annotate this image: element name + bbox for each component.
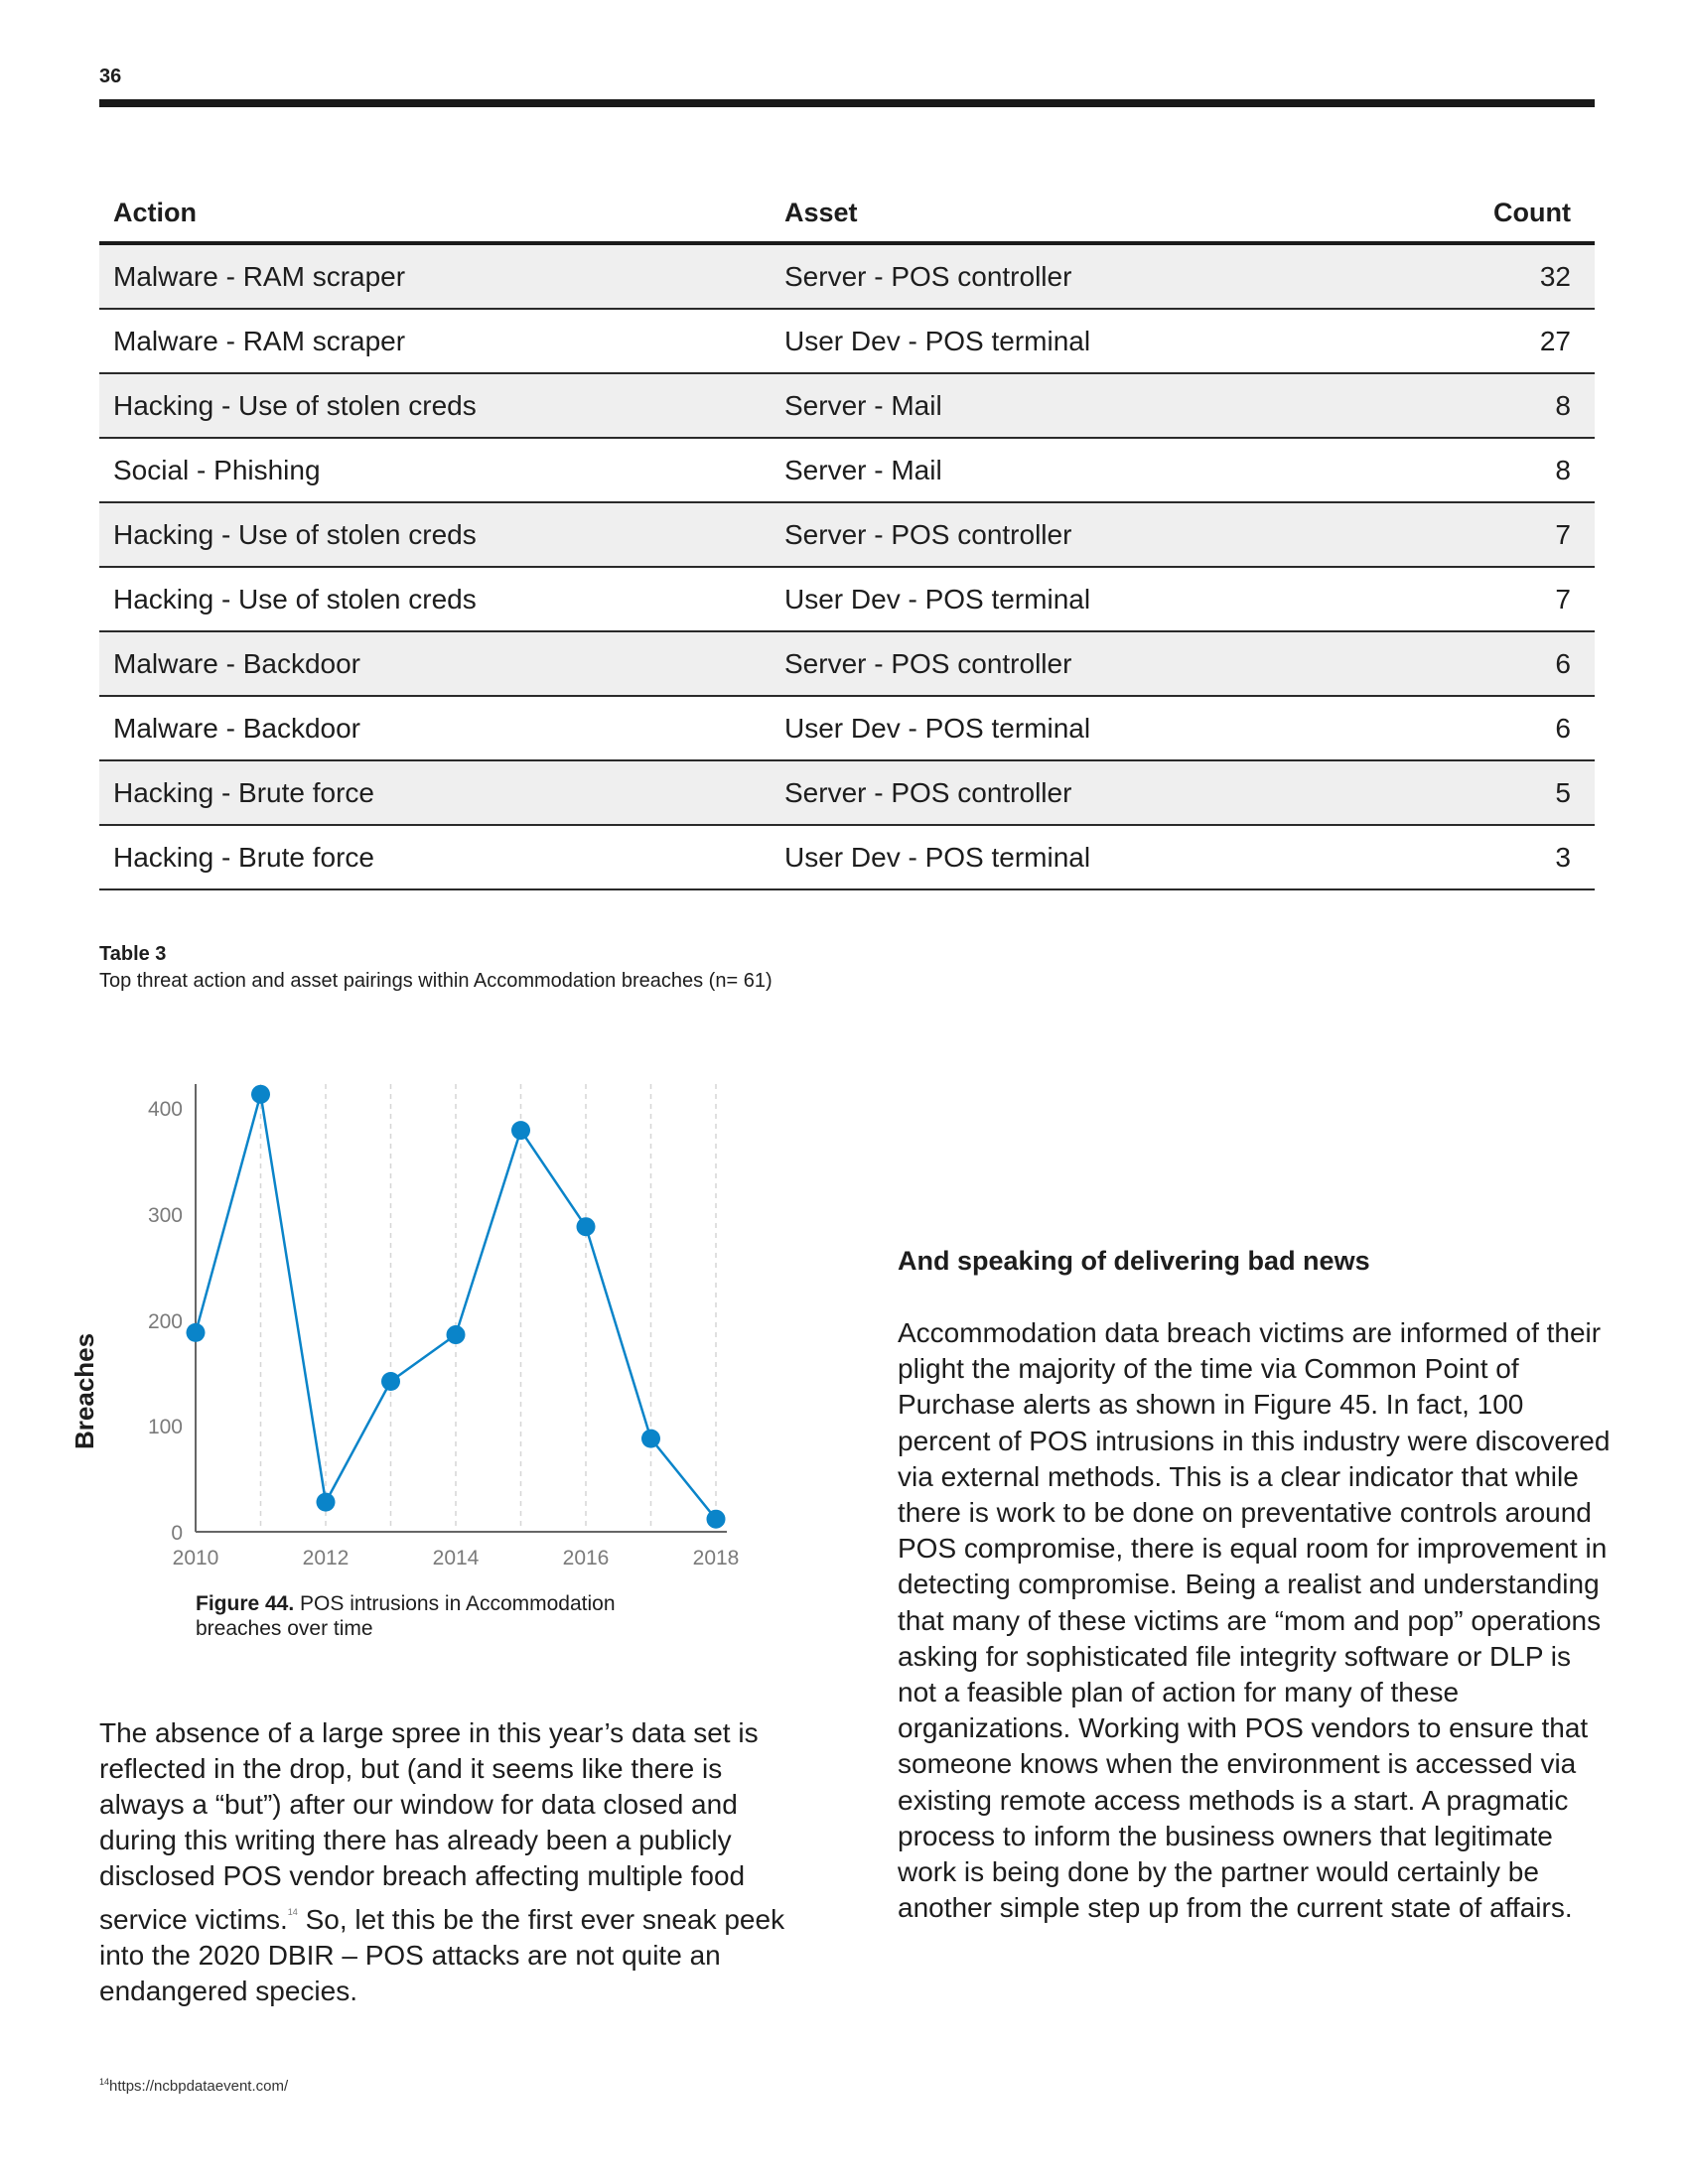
table-caption-label: Table 3 <box>99 943 167 965</box>
cell-count: 3 <box>1555 841 1571 873</box>
cell-count: 32 <box>1539 260 1571 292</box>
cell-asset: User Dev - POS terminal <box>784 583 1091 614</box>
footnote <box>99 2077 288 2095</box>
cell-asset: Server - POS controller <box>784 260 1072 292</box>
cell-action: Hacking - Use of stolen creds <box>113 583 477 614</box>
cell-count: 27 <box>1539 325 1571 356</box>
cell-action: Malware - RAM scraper <box>113 325 406 356</box>
cell-action: Hacking - Brute force <box>113 841 374 873</box>
cell-asset: User Dev - POS terminal <box>784 325 1091 356</box>
page-number: 36 <box>99 66 122 87</box>
table-row <box>99 439 1595 503</box>
section-heading: And speaking of delivering bad news <box>898 1246 1370 1276</box>
cell-action: Malware - Backdoor <box>113 647 360 679</box>
cell-count: 7 <box>1555 583 1571 614</box>
y-tick: 200 <box>147 1310 183 1333</box>
left-body-text: The absence of a large spree in this year’s data set is reflected in the drop, but (and it seems like there is always a “but”) after our window for data closed and during this writing there has already been a publicly disclosed POS vendor breach affecting multiple food service victims. <box>99 1717 759 1935</box>
cell-asset: Server - Mail <box>784 389 942 421</box>
header-action: Action <box>113 197 197 227</box>
data-point <box>447 1325 466 1344</box>
figure-caption-text: POS intrusions in Accommodation breaches over time <box>196 1592 616 1640</box>
footnote-reference[interactable]: 14 <box>287 1907 298 1917</box>
left-body-text-continued: So, let this be the first ever sneak peek into the 2020 DBIR – POS attacks are not quite an endangered species. <box>99 1904 785 2006</box>
cell-asset: User Dev - POS terminal <box>784 712 1091 744</box>
cell-action: Hacking - Use of stolen creds <box>113 389 477 421</box>
cell-count: 8 <box>1555 389 1571 421</box>
table-caption-text: Top threat action and asset pairings within Accommodation breaches (n= 61) <box>99 970 773 992</box>
table-row <box>99 826 1595 890</box>
data-point <box>381 1372 400 1391</box>
data-point <box>707 1510 726 1529</box>
cell-count: 6 <box>1555 647 1571 679</box>
cell-asset: Server - POS controller <box>784 518 1072 550</box>
table-row <box>99 310 1595 374</box>
y-tick: 100 <box>147 1416 183 1438</box>
footnote-link[interactable]: https://ncbpdataevent.com/ <box>109 2078 289 2095</box>
y-axis-label: Breaches <box>70 1332 99 1449</box>
header-rule <box>99 99 1595 107</box>
cell-asset: Server - POS controller <box>784 647 1072 679</box>
data-line <box>196 1094 716 1519</box>
cell-asset: Server - Mail <box>784 454 942 485</box>
y-tick: 0 <box>171 1522 183 1545</box>
cell-count: 7 <box>1555 518 1571 550</box>
x-tick: 2012 <box>302 1547 350 1570</box>
table-row <box>99 761 1595 826</box>
cell-action: Malware - RAM scraper <box>113 260 406 292</box>
cell-action: Hacking - Brute force <box>113 776 374 808</box>
data-point <box>187 1323 206 1342</box>
y-tick: 400 <box>147 1098 183 1121</box>
header-count: Count <box>1493 197 1571 227</box>
x-tick: 2010 <box>172 1547 219 1570</box>
table-row <box>99 632 1595 697</box>
x-tick: 2018 <box>692 1547 740 1570</box>
x-tick: 2016 <box>562 1547 610 1570</box>
figure-caption <box>196 1591 692 1641</box>
footnote-number: 14 <box>99 2077 110 2087</box>
x-tick: 2014 <box>432 1547 480 1570</box>
header-asset: Asset <box>784 197 858 227</box>
table-row <box>99 503 1595 568</box>
cell-count: 5 <box>1555 776 1571 808</box>
cell-count: 6 <box>1555 712 1571 744</box>
table-row <box>99 568 1595 632</box>
y-tick: 300 <box>147 1204 183 1227</box>
threat-action-asset-table <box>99 184 1595 890</box>
cell-action: Hacking - Use of stolen creds <box>113 518 477 550</box>
right-body-paragraph: Accommodation data breach victims are informed of their plight the majority of the time via Common Point of Purchase alerts as shown in Figure 45. In fact, 100 percent of POS intrusions in this industry were discovered via external methods. This is a clear indicator that while there is work to be done on preventative controls around POS compromise, there is equal room for improvement in detecting compromise. Being a realist and understanding that many of these victims are “mom and pop” operations asking for sophisticated file integrity software or DLP is not a feasible plan of action for many of these organizations. Working with POS vendors to ensure that someone knows when the environment is accessed via existing remote access methods is a start. A pragmatic process to inform the business owners that legitimate work is being done by the partner would certainly be another simple step up from the current state of affairs. <box>898 1317 1611 1924</box>
cell-action: Social - Phishing <box>113 454 321 485</box>
data-point <box>511 1121 530 1140</box>
table-row <box>99 697 1595 761</box>
left-body-paragraph <box>99 1715 814 2009</box>
data-point <box>251 1085 270 1104</box>
cell-asset: User Dev - POS terminal <box>784 841 1091 873</box>
figure-caption-label: Figure 44. <box>196 1592 295 1615</box>
cell-action: Malware - Backdoor <box>113 712 360 744</box>
data-point <box>317 1493 336 1512</box>
table-row <box>99 245 1595 310</box>
table-row <box>99 374 1595 439</box>
cell-asset: Server - POS controller <box>784 776 1072 808</box>
data-point <box>641 1430 660 1448</box>
data-point <box>577 1217 596 1236</box>
table-header <box>99 184 1595 245</box>
cell-count: 8 <box>1555 454 1571 485</box>
table-caption <box>99 941 773 995</box>
